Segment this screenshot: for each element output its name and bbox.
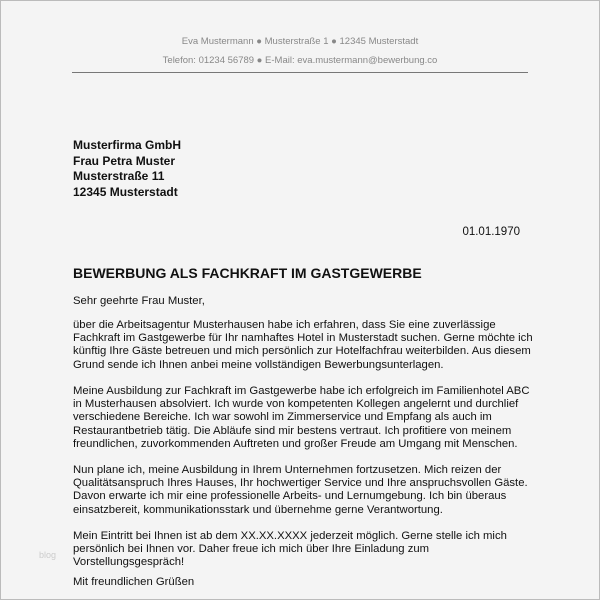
letter-date: 01.01.1970 (462, 226, 520, 238)
text-line: einsatzbereit, kommunikationsstark und übernehme gerne Verantwortung. (73, 503, 443, 516)
sender-contact: Telefon: 01234 56789 ● E-Mail: eva.mustermann@bewerbung.co (162, 55, 438, 66)
text-line: Nun plane ich, meine Ausbildung in Ihrem Unternehmen fortzusetzen. Mich reizen der (73, 464, 502, 476)
text-line: Fachkraft im Gastgewerbe für Ihr namhaftes Hotel in Musterstadt suchen. Gerne möchte ich (73, 332, 533, 345)
paragraph-1 (73, 319, 533, 372)
salutation: Sehr geehrte Frau Muster, (73, 295, 205, 307)
text-line: freundlichen, zuvorkommenden Auftreten und großer Freude am Umgang mit Menschen. (73, 437, 518, 450)
text-line: Restaurantbetrieb tätig. Die Abläufe sind mir bestens vertraut. Ich profitiere von meinem (73, 424, 512, 437)
text-line: Qualitätsanspruch Ihres Hauses, Ihr hochwertiger Service und Ihre anspruchsvollen Gäste. (73, 477, 528, 490)
paragraph-2 (73, 385, 530, 451)
text-line: Mein Eintritt bei Ihnen ist ab dem XX.XX.XXXX jederzeit möglich. Gerne stelle ich mich (73, 530, 507, 542)
paragraph-3 (73, 464, 528, 517)
text-line: Vorstellungsgespräch! (73, 556, 185, 569)
sender-address: Eva Mustermann ● Musterstraße 1 ● 12345 Musterstadt (181, 36, 419, 47)
recipient-address (73, 138, 181, 200)
text-line: in Musterhausen absolviert. Ich wurde von kompetenten Kollegen angelernt und durchlief (73, 398, 519, 411)
text-line: persönlich bei Ihnen vor. Daher freue ich mich über Ihre Einladung zum (73, 543, 430, 556)
text-line: künftig Ihre Gäste betreuen und mich persönlich zur Hotelfachfrau weiterbilden. Aus diesem (73, 345, 531, 358)
text-line: verschiedene Bereiche. Ich war sowohl im Zimmerservice und Empfang als auch im (73, 411, 492, 424)
closing: Mit freundlichen Grüßen (73, 576, 195, 588)
recipient-line: Frau Petra Muster (73, 153, 176, 168)
header-divider (72, 72, 528, 73)
text-line: Davon erwarte ich mir eine professionelle Arbeits- und Lernumgebung. Ich bin überaus (73, 490, 507, 503)
text-line: Grund sende ich Ihnen anbei meine vollständigen Bewerbungsunterlagen. (73, 358, 444, 371)
letter-title: BEWERBUNG ALS FACHKRAFT IM GASTGEWERBE (73, 265, 422, 281)
text-line: über die Arbeitsagentur Musterhausen habe ich erfahren, dass Sie eine zuverlässige (73, 319, 496, 331)
paragraph-4 (73, 530, 507, 570)
recipient-line: Musterfirma GmbH (73, 138, 182, 152)
text-line: Meine Ausbildung zur Fachkraft im Gastgewerbe habe ich erfolgreich im Familienhotel ABC (73, 385, 530, 397)
recipient-line: 12345 Musterstadt (73, 184, 178, 199)
recipient-line: Musterstraße 11 (73, 169, 165, 183)
watermark: blog (39, 550, 57, 560)
